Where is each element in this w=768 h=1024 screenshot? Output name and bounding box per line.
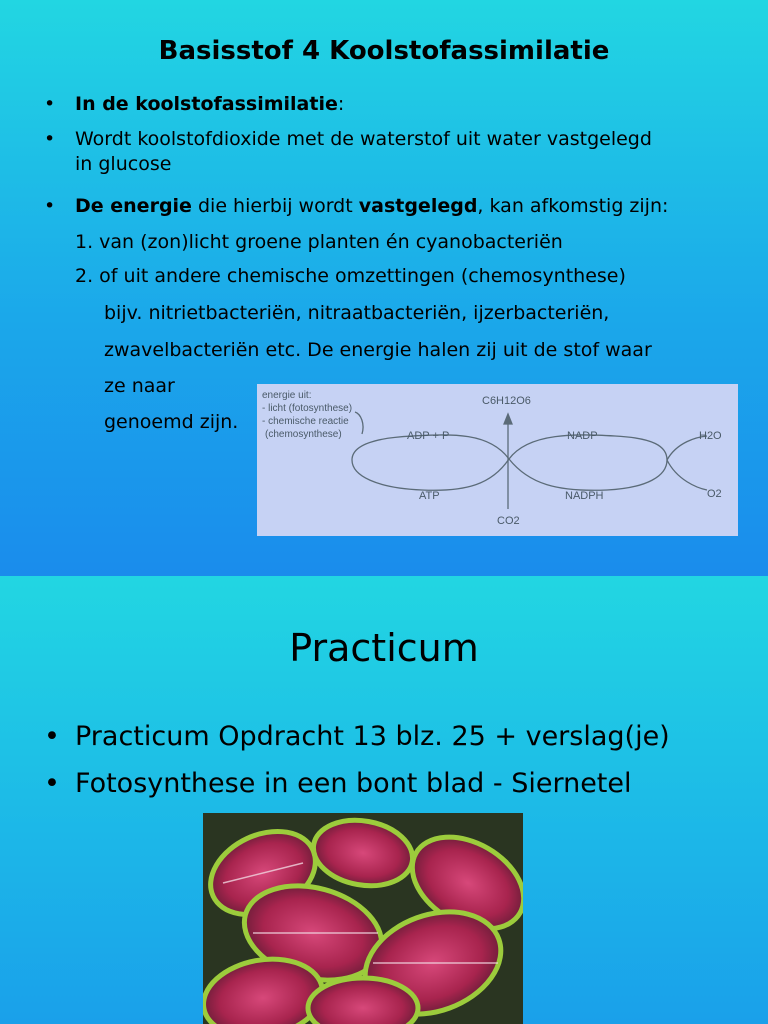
bold-term: De energie bbox=[75, 195, 192, 217]
slide-koolstofassimilatie: Basisstof 4 Koolstofassimilatie • In de koolstofassimilatie: • Wordt koolstofdioxide met de waterstof uit water vastgelegd in glucose • De energie die hierbij wordt vastgelegd, kan afkomstig zijn: 1. van (zon)licht groene planten én cyanobacteriën 2. of uit andere chemische omzettingen (chemosynthese) bijv. nitrietbacteriën, nitraatbacteriën, ijzerbacteriën, zwavelbacteriën etc. De energie halen zij uit de stof waar ze naar genoemd zijn. energie uit: - licht (fotosynthese) - chemische reactie (chemosynthese) C6H12O6 ADP + P ATP NADP NADPH H2O O2 CO2 bbox=[0, 0, 768, 576]
cycle-curves bbox=[352, 412, 707, 509]
slide-practicum bbox=[0, 576, 768, 1024]
text-line: ze naar bbox=[104, 375, 175, 397]
bullet-marker: • bbox=[44, 93, 56, 115]
text-line: zwavelbacteriën etc. De energie halen zij uit de stof waar bbox=[104, 339, 652, 361]
slide-title: Basisstof 4 Koolstofassimilatie bbox=[158, 36, 610, 66]
nadph-label: NADPH bbox=[565, 490, 604, 502]
nadp-label: NADP bbox=[567, 430, 598, 442]
text-line: genoemd zijn. bbox=[104, 411, 239, 433]
adp-label: ADP + P bbox=[407, 430, 450, 442]
atp-label: ATP bbox=[419, 490, 440, 502]
bullet-marker: • bbox=[44, 195, 56, 217]
oxygen-label: O2 bbox=[707, 488, 722, 500]
co2-label: CO2 bbox=[497, 515, 520, 527]
legend-line: energie uit: bbox=[262, 390, 312, 401]
assimilation-cycle-diagram bbox=[257, 384, 738, 536]
bullet-line: in glucose bbox=[75, 153, 172, 175]
plant-illustration bbox=[203, 813, 523, 1024]
bullet-text: Fotosynthese in een bont blad - Siernetel bbox=[75, 768, 632, 799]
list-item-chemosynthese: 2. of uit andere chemische omzettingen (chemosynthese) bbox=[75, 265, 626, 287]
energy-legend bbox=[262, 390, 352, 440]
bullet-line: Wordt koolstofdioxide met de waterstof uit water vastgelegd bbox=[75, 128, 652, 150]
legend-line: - licht (fotosynthese) bbox=[262, 403, 353, 414]
bullet-marker: • bbox=[44, 128, 56, 150]
bullet-practicum-opdracht bbox=[44, 721, 670, 753]
bold-term: vastgelegd bbox=[358, 195, 478, 217]
bullet-marker: • bbox=[44, 768, 60, 799]
legend-line: - chemische reactie bbox=[262, 416, 349, 427]
list-item-zonlicht: 1. van (zon)licht groene planten én cyanobacteriën bbox=[75, 231, 563, 253]
bullet-text: Practicum Opdracht 13 blz. 25 + verslag(je) bbox=[75, 721, 670, 752]
water-label: H2O bbox=[699, 430, 722, 442]
glucose-label: C6H12O6 bbox=[482, 395, 531, 407]
bullet-marker: • bbox=[44, 721, 60, 752]
slide-title: Practicum bbox=[289, 626, 479, 670]
text-line: bijv. nitrietbacteriën, nitraatbacteriën, ijzerbacteriën, bbox=[104, 302, 610, 324]
bold-term: In de koolstofassimilatie bbox=[75, 93, 338, 115]
coleus-plant-photo bbox=[203, 813, 523, 1024]
bullet-bont-blad bbox=[44, 768, 632, 800]
legend-line: (chemosynthese) bbox=[265, 429, 342, 440]
cycle-svg bbox=[257, 384, 738, 536]
